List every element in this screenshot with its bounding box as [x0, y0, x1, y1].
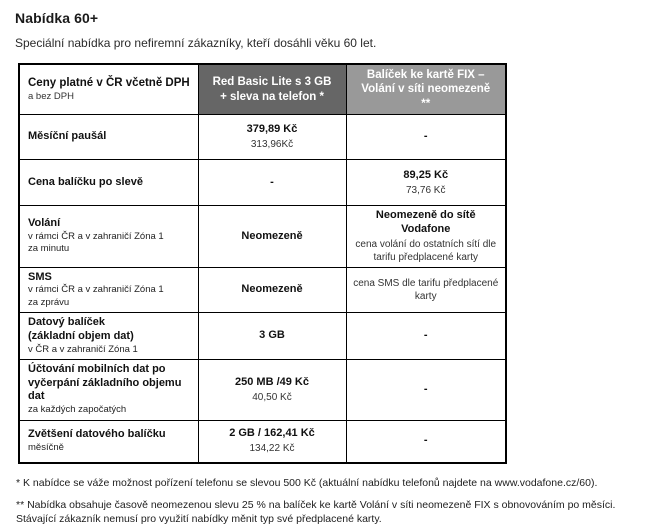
tariff-value: 250 MB /49 Kč: [235, 375, 309, 388]
header-fix-line1: Balíček ke kartě FIX –: [366, 69, 485, 81]
row-label: SMS: [28, 270, 52, 283]
row-label-sub: v rámci ČR a v zahraničí Zóna 1: [28, 284, 164, 296]
tariff-value-sub: 40,50 Kč: [252, 391, 292, 403]
table-header-row: [19, 64, 506, 115]
fix-value: -: [423, 130, 428, 143]
header-tariff-line1: Red Basic Lite s 3 GB: [212, 76, 332, 89]
fix-value-cell: [346, 313, 506, 360]
fix-value: -: [423, 434, 428, 447]
fix-value-cell: [346, 206, 506, 268]
header-fix-line2: Volání v síti neomezeně: [361, 83, 491, 96]
row-label: Volání: [28, 217, 61, 230]
row-label-sub: v rámci ČR a v zahraničí Zóna 1: [28, 230, 164, 242]
fix-value: Neomezeně do sítě Vodafone: [375, 209, 476, 235]
footnote-fix-discount: ** Nabídka obsahuje časově neomezenou slevu 25 % na balíček ke kartě Volání v síti neomezeně FIX s obnovováním po měsíci. Stávající zákazník nemusí pro využití nabídky měnit typ své předplacené karty.: [16, 499, 616, 526]
row-label: Měsíční paušál: [28, 130, 107, 143]
fix-value-cell: [346, 115, 506, 160]
table-row: [19, 267, 506, 312]
header-prices-cell: [19, 64, 198, 115]
row-label-sub: v ČR a v zahraničí Zóna 1: [28, 343, 138, 355]
tariff-value-cell: [198, 359, 346, 420]
row-label-line2: (základní objem dat): [28, 329, 134, 342]
header-prices-title: Ceny platné v ČR včetně DPH: [28, 76, 190, 89]
row-label-cell: [19, 267, 198, 312]
footnote-telephone-discount: * K nabídce se váže možnost pořízení telefonu se slevou 500 Kč (aktuální nabídku telefonů najdete na www.vodafone.cz/60).: [16, 477, 598, 489]
fix-value-cell: [346, 267, 506, 312]
table-row: [19, 206, 506, 268]
header-fix-cell: [346, 64, 506, 115]
row-label: Účtování mobilních dat po vyčerpání základního objemu dat: [28, 362, 182, 403]
tariff-value: Neomezeně: [241, 229, 303, 242]
header-prices-subtitle: a bez DPH: [28, 91, 74, 103]
row-label: Zvětšení datového balíčku: [28, 428, 166, 441]
table-row: [19, 160, 506, 206]
tariff-value-cell: [198, 313, 346, 360]
fix-value-sub: cena SMS dle tarifu předplacené karty: [353, 278, 499, 303]
row-label-sub: měsíčně: [28, 441, 64, 453]
page-title: Nabídka 60+: [15, 10, 99, 26]
tariff-value-cell: [198, 115, 346, 160]
table-row: [19, 115, 506, 160]
row-label-sub: za každých započatých: [28, 404, 127, 416]
fix-value-cell: [346, 420, 506, 463]
tariff-value-cell: [198, 160, 346, 206]
header-fix-line3: **: [421, 97, 431, 110]
row-label-cell: [19, 115, 198, 160]
row-label-cell: [19, 160, 198, 206]
fix-value-cell: [346, 359, 506, 420]
row-label: Cena balíčku po slevě: [28, 175, 143, 188]
fix-value: 89,25 Kč: [403, 168, 449, 181]
pricing-table: [18, 63, 507, 464]
row-label-cell: [19, 420, 198, 463]
tariff-value: -: [270, 175, 274, 188]
tariff-value: 3 GB: [259, 329, 285, 342]
table-row: [19, 420, 506, 463]
tariff-value-cell: [198, 206, 346, 268]
tariff-value: 2 GB / 162,41 Kč: [229, 427, 315, 440]
fix-value: -: [423, 382, 428, 395]
row-label: Datový balíček: [28, 316, 106, 329]
table-row: [19, 313, 506, 360]
fix-value-sub: cena volání do ostatních sítí dle tarifu předplacené karty: [355, 238, 497, 263]
tariff-value-sub: 134,22 Kč: [249, 443, 295, 455]
row-label-cell: [19, 313, 198, 360]
tariff-value: Neomezeně: [241, 282, 303, 295]
tariff-value-sub: 313,96Kč: [250, 139, 294, 150]
tariff-value: 379,89 Kč: [246, 123, 298, 136]
header-tariff-cell: [198, 64, 346, 115]
page-subtitle: Speciální nabídka pro nefiremní zákazníky, kteří dosáhli věku 60 let.: [15, 36, 377, 50]
table-row: [19, 359, 506, 420]
header-tariff-line2: + sleva na telefon *: [220, 90, 324, 103]
fix-value-sub: 73,76 Kč: [406, 184, 446, 196]
row-label-cell: [19, 359, 198, 420]
row-label-cell: [19, 206, 198, 268]
footnotes-section: [16, 476, 640, 527]
row-label-sub: za zprávu: [28, 296, 70, 308]
fix-value: -: [423, 329, 428, 342]
fix-value-cell: [346, 160, 506, 206]
tariff-value-cell: [198, 420, 346, 463]
row-label-sub: za minutu: [28, 243, 70, 255]
tariff-value-cell: [198, 267, 346, 312]
